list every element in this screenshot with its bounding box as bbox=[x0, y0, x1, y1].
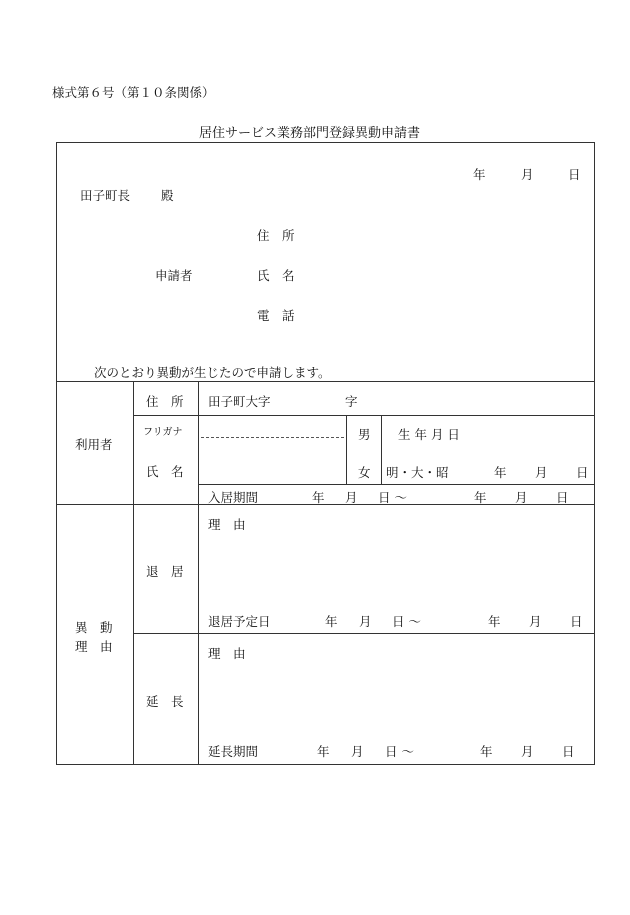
extension-year-1: 年 bbox=[317, 744, 330, 759]
applicant-name-label: 氏 名 bbox=[257, 268, 295, 283]
birth-day: 日 bbox=[576, 465, 589, 480]
stay-day-1: 日 ～ bbox=[378, 490, 407, 505]
extension-day-2: 日 bbox=[562, 744, 575, 759]
applicant-label: 申請者 bbox=[155, 268, 193, 283]
applicant-address-label: 住 所 bbox=[257, 228, 295, 243]
user-name-label: 氏 名 bbox=[146, 464, 184, 479]
honorific: 殿 bbox=[161, 188, 174, 203]
extension-reason-label: 理 由 bbox=[208, 646, 246, 661]
moveout-reason-label: 理 由 bbox=[208, 517, 246, 532]
extension-month-2: 月 bbox=[521, 744, 534, 759]
moveout-year-2: 年 bbox=[488, 614, 501, 629]
addressee: 田子町長 bbox=[80, 188, 131, 203]
stay-year-1: 年 bbox=[312, 490, 325, 505]
stay-year-2: 年 bbox=[474, 490, 487, 505]
birth-month: 月 bbox=[535, 465, 548, 480]
date-month: 月 bbox=[521, 167, 534, 182]
extension-month-1: 月 bbox=[351, 744, 364, 759]
user-address-aza: 字 bbox=[345, 394, 358, 409]
birth-label: 生 年 月 日 bbox=[398, 427, 460, 442]
stay-day-2: 日 bbox=[556, 490, 569, 505]
moveout-month-1: 月 bbox=[359, 614, 372, 629]
extension-period-label: 延長期間 bbox=[208, 744, 259, 759]
gender-male: 男 bbox=[358, 427, 371, 442]
moveout-day-2: 日 bbox=[570, 614, 583, 629]
statement: 次のとおり異動が生じたので申請します。 bbox=[94, 365, 331, 380]
furigana-label: フリガナ bbox=[143, 427, 183, 438]
user-address-value: 田子町大字 bbox=[208, 394, 271, 409]
reason-section-label-2: 理 由 bbox=[75, 639, 113, 654]
date-day: 日 bbox=[568, 167, 581, 182]
moveout-day-1: 日 ～ bbox=[392, 614, 421, 629]
moveout-month-2: 月 bbox=[529, 614, 542, 629]
stay-month-1: 月 bbox=[345, 490, 358, 505]
reason-section-label-1: 異 動 bbox=[75, 620, 113, 635]
moveout-year-1: 年 bbox=[325, 614, 338, 629]
moveout-label: 退 居 bbox=[146, 564, 184, 579]
extension-day-1: 日 ～ bbox=[385, 744, 414, 759]
gender-female: 女 bbox=[358, 465, 371, 480]
stay-month-2: 月 bbox=[515, 490, 528, 505]
applicant-phone-label: 電 話 bbox=[257, 308, 295, 323]
extension-label: 延 長 bbox=[146, 694, 184, 709]
user-address-label: 住 所 bbox=[146, 394, 184, 409]
moveout-period-label: 退居予定日 bbox=[208, 614, 271, 629]
extension-year-2: 年 bbox=[480, 744, 493, 759]
date-year: 年 bbox=[473, 167, 486, 182]
form-title: 居住サービス業務部門登録異動申請書 bbox=[199, 126, 421, 141]
birth-era: 明・大・昭 bbox=[386, 465, 449, 480]
form-number: 様式第６号（第１０条関係） bbox=[52, 85, 215, 100]
user-label: 利用者 bbox=[75, 437, 113, 452]
birth-year: 年 bbox=[494, 465, 507, 480]
stay-label: 入居期間 bbox=[208, 490, 259, 505]
